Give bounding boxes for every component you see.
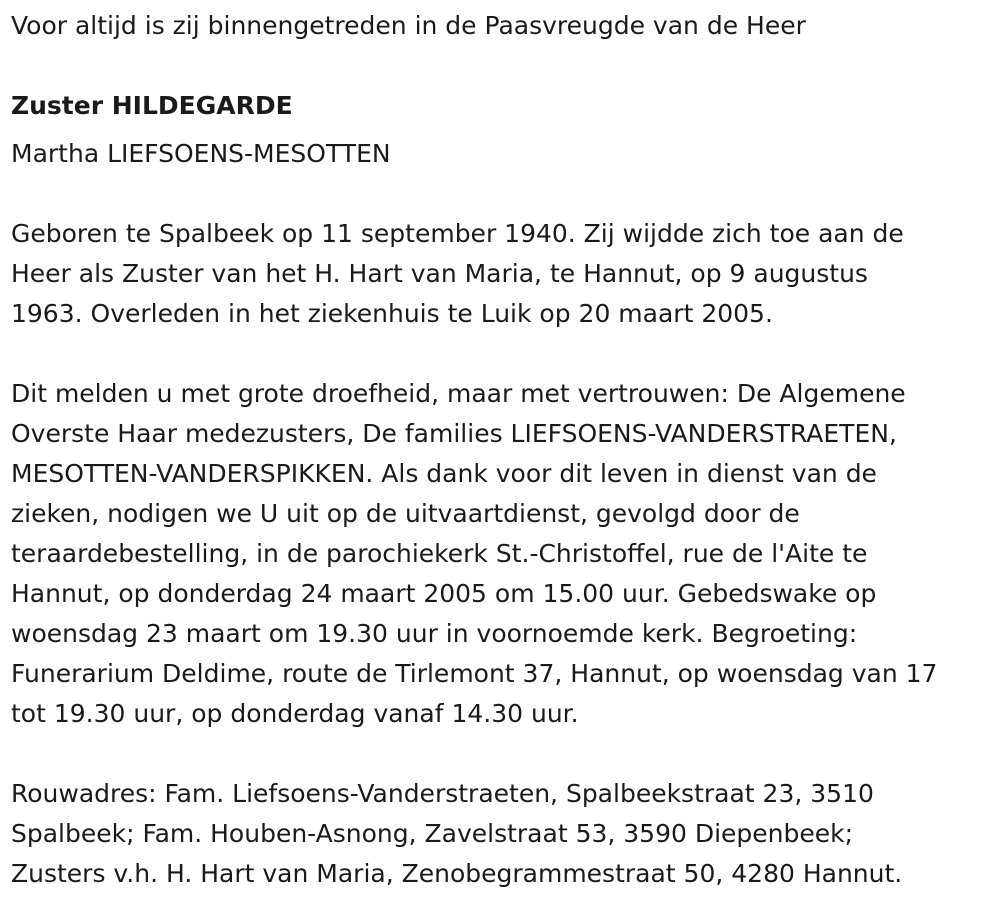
announcement-line: Hannut, op donderdag 24 maart 2005 om 15.00 uur. Gebedswake op — [11, 579, 877, 608]
biography-paragraph — [11, 214, 996, 334]
announcement-line: teraardebestelling, in de parochiekerk St.-Christoffel, rue de l'Aite te — [11, 539, 868, 568]
address-line: Rouwadres: Fam. Liefsoens-Vanderstraeten, Spalbeekstraat 23, 3510 — [11, 779, 874, 808]
announcement-line: Dit melden u met grote droefheid, maar met vertrouwen: De Algemene — [11, 379, 906, 408]
address-line: Spalbeek; Fam. Houben-Asnong, Zavelstraat 53, 3590 Diepenbeek; — [11, 819, 854, 848]
religious-name: Zuster HILDEGARDE — [11, 91, 293, 120]
announcement-line: Overste Haar medezusters, De families LIEFSOENS-VANDERSTRAETEN, — [11, 419, 897, 448]
biography-line: 1963. Overleden in het ziekenhuis te Luik op 20 maart 2005. — [11, 299, 773, 328]
mourning-address-paragraph — [11, 774, 996, 894]
civil-name: Martha LIEFSOENS-MESOTTEN — [11, 139, 391, 168]
announcement-line: zieken, nodigen we U uit op de uitvaartdienst, gevolgd door de — [11, 499, 800, 528]
announcement-line: woensdag 23 maart om 19.30 uur in voornoemde kerk. Begroeting: — [11, 619, 858, 648]
address-line: Zusters v.h. H. Hart van Maria, Zenobegrammestraat 50, 4280 Hannut. — [11, 859, 903, 888]
biography-line: Geboren te Spalbeek op 11 september 1940. Zij wijdde zich toe aan de — [11, 219, 904, 248]
biography-line: Heer als Zuster van het H. Hart van Maria, te Hannut, op 9 augustus — [11, 259, 868, 288]
announcement-paragraph — [11, 374, 996, 734]
announcement-line: tot 19.30 uur, op donderdag vanaf 14.30 uur. — [11, 699, 579, 728]
announcement-line: MESOTTEN-VANDERSPIKKEN. Als dank voor dit leven in dienst van de — [11, 459, 877, 488]
intro-line: Voor altijd is zij binnengetreden in de Paasvreugde van de Heer — [11, 11, 806, 40]
announcement-line: Funerarium Deldime, route de Tirlemont 37, Hannut, op woensdag van 17 — [11, 659, 938, 688]
